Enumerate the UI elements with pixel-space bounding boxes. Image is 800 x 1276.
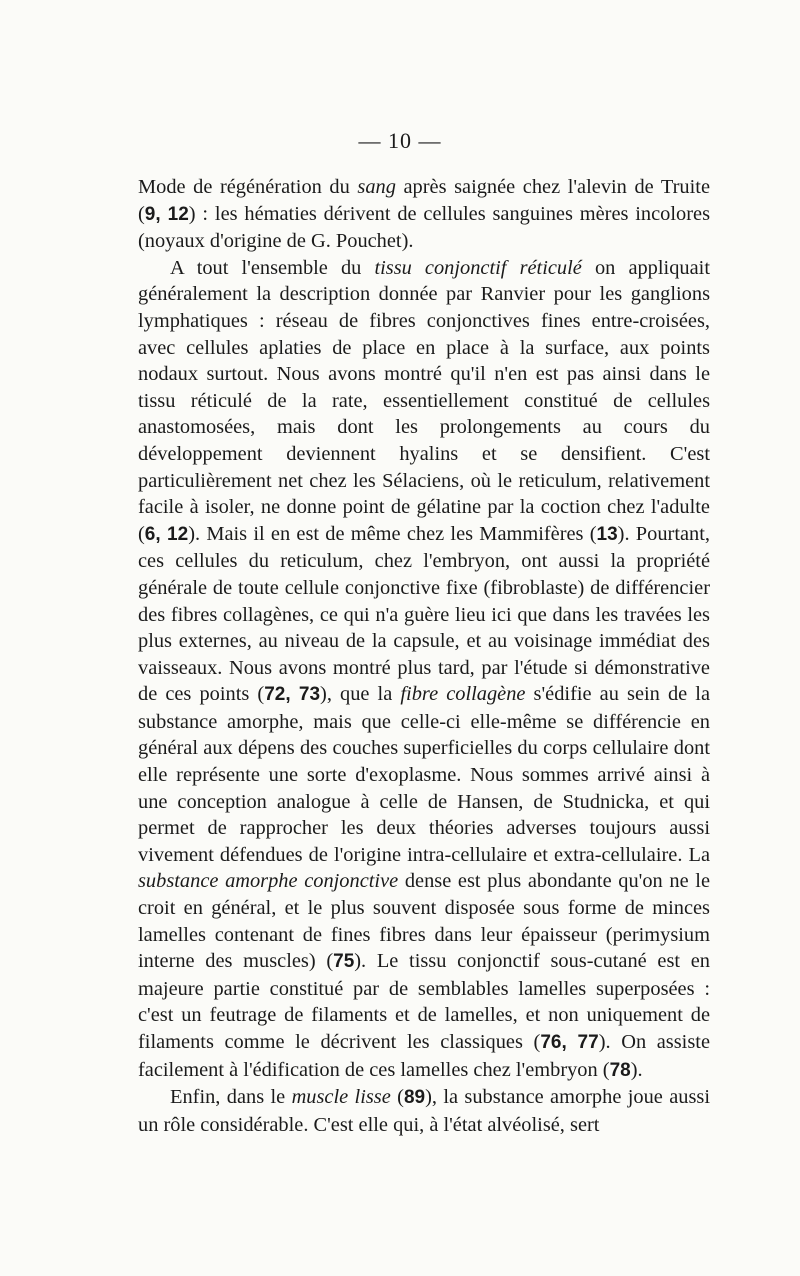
reference-number: 6, 12 (144, 523, 189, 545)
paragraph (138, 1084, 710, 1138)
paragraph (138, 174, 710, 255)
text-run: ). On assiste facilement à l'édification de ces lamelles chez l'embryon ( (138, 1031, 710, 1081)
reference-number: 72, 73 (264, 684, 321, 706)
text-run: ( (390, 1086, 404, 1109)
text-run: ), la substance amorphe joue aussi un rôle considérable. C'est elle qui, à l'état alvéolisé, sert (138, 1086, 710, 1136)
text-run: Mode de régénération du (138, 176, 358, 198)
text-run: A tout l'ensemble du (170, 256, 375, 279)
page-number: — 10 — (358, 128, 442, 153)
text-run: ). (630, 1058, 643, 1081)
text-run: ). Pourtant, ces cellules du reticulum, chez l'embryon, ont aussi la propriété générale de toute cellule conjonctive fixe (fibroblaste) de différencier des fibres collagènes, ce qui n'a guère lieu ici que dans les travées les plus externes, au niveau de la capsule, et au voisinage immédiat des vaisseaux. Nous avons montré plus tard, par l'étude si démonstrative de ces points ( (138, 522, 710, 706)
text-run: ). Mais il en est de même chez les Mammifères ( (188, 522, 597, 545)
reference-number: 76, 77 (540, 1032, 599, 1053)
reference-number: 13 (596, 523, 618, 545)
reference-number: 78 (609, 1059, 631, 1081)
emphasized-term: substance amorphe conjonctive (138, 870, 399, 893)
text-run: dense est plus abondante qu'on ne le croit en général, et le plus souvent disposée sous forme de minces lamelles contenant de fines fibres dans leur épaisseur (perimysium interne des muscles) ( (138, 870, 710, 973)
reference-number: 75 (333, 951, 355, 973)
text-run: Enfin, dans le (170, 1086, 292, 1109)
reference-number: 9, 12 (144, 203, 189, 225)
emphasized-term: fibre collagène (400, 683, 526, 706)
emphasized-term: tissu conjonctif réticulé (374, 256, 582, 279)
text-run: s'édifie au sein de la substance amorphe, mais que celle-ci elle-même se différencie en général aux dépens des couches superficielles du corps cellulaire dont elle représente une sorte d'exoplasme. Nous sommes arrivé ainsi à une conception analogue à celle de Hansen, de Studnicka, et qui permet de rapprocher les deux théories adverses toujours aussi vivement défendues de l'origine intra-cellulaire et extra-cellulaire. La (138, 683, 710, 866)
reference-number: 89 (403, 1087, 426, 1109)
paragraph (138, 255, 710, 1084)
text-run: ). Le tissu conjonctif sous-cutané est en majeure partie constitué par de semblables lamelles superposées : c'est un feutrage de filaments et de lamelles, et non uniquement de filaments comme le décrivent les classiques ( (138, 950, 710, 1053)
emphasized-term: sang (357, 176, 396, 198)
emphasized-term: muscle lisse (291, 1086, 391, 1109)
text-run: ), que la (320, 683, 401, 706)
body-text (138, 174, 710, 1138)
text-run: on appliquait généralement la description donnée par Ranvier pour les ganglions lymphatiques : réseau de fibres conjonctives fines entre-croisées, avec cellules aplaties de place en place à la surface, aux points nodaux surtout. Nous avons montré qu'il n'en est pas ainsi dans le tissu réticulé de la rate, essentiellement constitué de cellules anastomosées, mais dont les prolongements au cours du développement deviennent hyalins et se densifient. C'est particulièrement net chez les Sélaciens, où le reticulum, relativement facile à isoler, ne donne point de gélatine par la coction chez l'adulte ( (138, 256, 710, 545)
text-run: après saignée chez l'alevin de Truite ( (138, 176, 710, 225)
text-run: ) : les hématies dérivent de cellules sanguines mères incolores (noyaux d'origine de G. Pouchet). (138, 202, 710, 253)
